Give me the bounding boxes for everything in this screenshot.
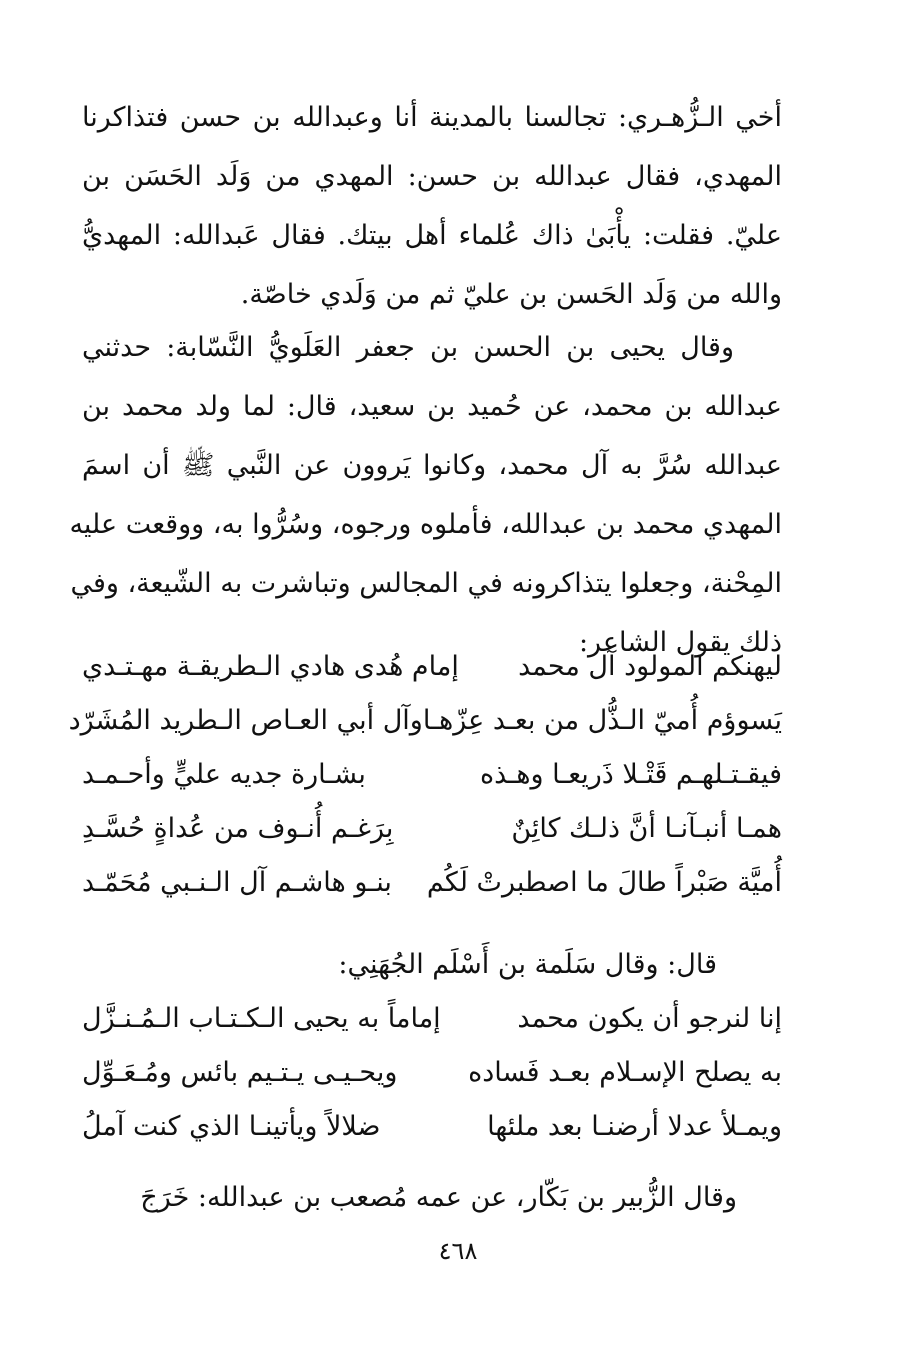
text-line: المهدي، فقال عبدالله بن حسن: المهدي من وَلَد الحَسَن بن xyxy=(82,161,782,192)
verse-first-hemistich: به يصلح الإسـلام بعـد فَساده xyxy=(468,1057,782,1088)
poem-verse xyxy=(82,1100,782,1154)
verse-second-hemistich: بنـو هاشـم آل الـنـبي مُحَمّـد xyxy=(82,867,392,898)
text-line: المِحْنة، وجعلوا يتذاكرونه في المجالس وتباشرت به الشّيعة، وفي xyxy=(70,568,782,599)
poem-verse xyxy=(68,694,782,748)
verse-first-hemistich: أُميَّة صَبْراً طالَ ما اصطبرتْ لَكُم xyxy=(426,867,782,898)
verse-second-hemistich: وآل أبي العـاص الـطريد المُشَرّد xyxy=(68,705,423,736)
text-line: عبدالله سُرَّ به آل محمد، وكانوا يَروون عن النَّبي ﷺ أن اسمَ xyxy=(82,450,782,481)
verse-first-hemistich: يَسوؤم أُميّ الـذُّل من بعـد عِزّهـا xyxy=(422,705,782,736)
paragraph-1 xyxy=(82,88,782,324)
text-line: والله من وَلَد الحَسن بن عليّ ثم من وَلَدي خاصّة. xyxy=(240,279,782,310)
poem-verse xyxy=(82,992,782,1046)
text-line: ذلك يقول الشاعر: xyxy=(578,627,782,658)
verse-second-hemistich: ضلالاً ويأتينـا الذي كنت آملُ xyxy=(82,1111,381,1142)
poem-verse xyxy=(82,802,782,856)
text-line: أخي الـزُّهـري: تجالسنا بالمدينة أنا وعبدالله بن حسن فتذاكرنا xyxy=(82,102,782,133)
text-line: وقال الزُّبير بن بَكّار، عن عمه مُصعب بن عبدالله: خَرَجَ xyxy=(140,1182,737,1213)
poem-verse xyxy=(82,856,782,910)
paragraph-3 xyxy=(82,1168,737,1227)
page-number: ٤٦٨ xyxy=(438,1237,478,1265)
text-line: عليّ. فقلت: يأْبَىٰ ذاك عُلماء أهل بيتك. فقال عَبدالله: المهديُّ xyxy=(82,220,782,251)
verse-first-hemistich: همـا أنبـآنـا أنَّ ذلـك كائِنٌ xyxy=(511,813,782,844)
paragraph-2 xyxy=(69,318,782,672)
verse-first-hemistich: ويمـلأ عدلا أرضنـا بعد ملئها xyxy=(487,1111,782,1142)
text-line: وقال يحيى بن الحسن بن جعفر العَلَويُّ النَّسّابة: حدثني xyxy=(82,332,734,363)
text-line: عبدالله بن محمد، عن حُميد بن سعيد، قال: لما ولد محمد بن xyxy=(82,391,782,422)
poem-verse xyxy=(82,748,782,802)
poem-1 xyxy=(68,640,782,910)
verse-second-hemistich: إمام هُدى هادي الـطريقـة مهـتـدي xyxy=(82,651,459,682)
verse-first-hemistich: فيقـتـلهـم قَتْـلا ذَريعـا وهـذه xyxy=(479,759,782,790)
poem-verse xyxy=(82,1046,782,1100)
verse-second-hemistich: ويحـيـى يـتـيم بائس ومُـعَـوِّل xyxy=(82,1057,398,1088)
text-line: المهدي محمد بن عبدالله، فأملوه ورجوه، وسُرُّوا به، ووقعت عليه xyxy=(69,509,782,540)
poem-2-intro: قال: وقال سَلَمة بن أَسْلَم الجُهَنِي: xyxy=(338,949,717,980)
verse-first-hemistich: ليهنكم المولود آل محمد xyxy=(518,651,782,682)
poem-2 xyxy=(82,992,782,1154)
poem-verse xyxy=(82,640,782,694)
verse-second-hemistich: إماماً به يحيى الـكـتـاب الـمُـنـزَّل xyxy=(82,1003,441,1034)
verse-first-hemistich: إنا لنرجو أن يكون محمد xyxy=(517,1003,782,1034)
verse-second-hemistich: بِرَغـم أُنـوف من عُداةٍ حُسَّـدِ xyxy=(82,813,394,844)
verse-second-hemistich: بشـارة جديه عليٍّ وأحـمـد xyxy=(82,759,366,790)
